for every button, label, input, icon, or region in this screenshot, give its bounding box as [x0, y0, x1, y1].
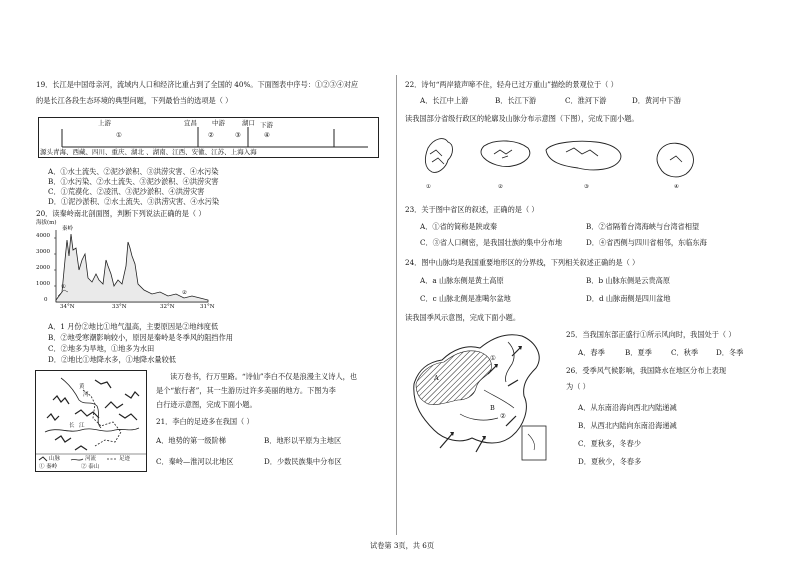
- map-label-chang: 长: [69, 423, 75, 429]
- column-divider: [396, 75, 397, 535]
- ytick-1000: 1000: [36, 281, 50, 287]
- q26-stem-line1: 26．受季风气候影响，我国降水在地区分布上表现: [566, 366, 727, 375]
- q19-stem-line1: 19．长江是中国母亲河，流域内人口和经济比重占到了全国的 40%。下面图表中序号：①②③④对应: [36, 80, 359, 89]
- monsoon-map: [404, 326, 556, 470]
- q25-option-a[interactable]: A．春季: [578, 348, 605, 357]
- q21-stem: 21．李白的足迹多在我国（ ）: [156, 417, 254, 426]
- q21-option-c[interactable]: C．秦岭—淮河以北地区: [156, 457, 234, 466]
- q21-option-b[interactable]: B．地形以平原为主地区: [264, 436, 342, 445]
- q21-option-d[interactable]: D．少数民族集中分布区: [264, 457, 342, 466]
- profile-marker-2: ②: [182, 290, 187, 296]
- q20-option-b[interactable]: B．②地受寒潮影响较小，原因是秦岭是冬季风的阻挡作用: [48, 333, 233, 342]
- q24-stem: 24．图中山脉均是我国重要地形区的分界线，下列相关叙述正确的是（ ）: [405, 258, 640, 267]
- province-label-1: ①: [426, 184, 431, 190]
- province-outline-figure: [418, 128, 718, 196]
- province-label-4: ④: [674, 184, 679, 190]
- q20-option-d[interactable]: D．②地比①地降水多，①地降水量较低: [48, 355, 176, 364]
- ytick-2000: 2000: [36, 265, 50, 271]
- q24-option-d[interactable]: D．d 山脉南侧是四川盆地: [586, 294, 671, 303]
- legend-qinling: ① 秦岭: [39, 464, 58, 470]
- province-list: 源头青海、西藏、四川、重庆、湖北 、湖南、江西、安徽、江苏、上海入海: [40, 148, 257, 156]
- q23-option-b[interactable]: B．②省隔着台湾海峡与台湾省相望: [586, 222, 700, 231]
- page-footer: 试卷第 3页，共 6页: [370, 541, 435, 550]
- q22-option-d[interactable]: D．黄河中下游: [632, 96, 681, 105]
- q23-option-c[interactable]: C．③省人口稠密，是我国壮族的集中分布地: [420, 238, 563, 247]
- q19-option-d[interactable]: D．①泥沙淤积、②水土流失、③洪涝灾害、④水污染: [48, 197, 220, 206]
- profile-peak-label: 秦岭: [62, 226, 74, 232]
- q25-stem: 25．当我国东部正盛行①所示风向时，我国处于（ ）: [566, 330, 736, 339]
- ytick-4000: 4000: [36, 233, 50, 239]
- q19-option-c[interactable]: C．①荒漠化、②凌汛、③泥沙淤积、④洪涝灾害: [48, 187, 205, 196]
- q21-intro-line3: 白行迹示意图，完成下面小题。: [156, 400, 257, 409]
- q26-option-d[interactable]: D．夏秋少，冬春多: [578, 457, 642, 466]
- province-outlines: [418, 128, 718, 196]
- map-label-he: 河: [83, 392, 89, 398]
- label-hukou: 湖口: [242, 119, 255, 127]
- q25-option-b[interactable]: B．夏季: [625, 348, 652, 357]
- q19-option-a[interactable]: A．①水土流失、②泥沙淤积、③洪涝灾害、④水污染: [48, 167, 219, 176]
- label-yichang: 宜昌: [184, 119, 197, 127]
- yangtze-segment-diagram: [38, 117, 379, 158]
- map-label-huang: 黄: [79, 384, 85, 390]
- q19-stem-line2: 的是长江各段生态环境的典型问题，下列最恰当的选项是（ ）: [36, 96, 233, 105]
- q24-option-b[interactable]: B．b 山脉东侧是云贵高原: [586, 276, 671, 285]
- segment-marker-1: ①: [116, 131, 122, 139]
- q26-option-c[interactable]: C．夏秋多，冬春少: [578, 439, 642, 448]
- qinling-profile-chart: [36, 220, 216, 312]
- segment-marker-3: ③: [235, 131, 241, 139]
- profile-marker-1: ①: [61, 284, 66, 290]
- q22-option-a[interactable]: A．长江中上游: [420, 96, 469, 105]
- q26-option-a[interactable]: A．从东南沿海向西北内陆递减: [578, 403, 677, 412]
- xtick-33n: 33°N: [112, 304, 127, 310]
- monsoon-label-b: B: [490, 404, 495, 412]
- profile-ylabel: 海拔(m): [36, 220, 57, 226]
- legend-footprint: 足迹: [119, 456, 131, 462]
- province-label-2: ②: [498, 184, 503, 190]
- q24-option-a[interactable]: A．a 山脉东侧是黄土高原: [420, 276, 504, 285]
- q23-option-a[interactable]: A．①省的简称是陕或秦: [420, 222, 498, 231]
- monsoon-label-wind1: ①: [490, 354, 496, 362]
- q25-intro: 读我国季风示意图，完成下面小题。: [405, 313, 521, 322]
- xtick-32n: 32°N: [160, 304, 175, 310]
- q23-intro: 读我国部分省级行政区的轮廓及山脉分布示意图（下图），完成下面小题。: [405, 114, 639, 123]
- map-label-jiang: 江: [79, 423, 85, 429]
- province-label-3: ③: [584, 184, 589, 190]
- monsoon-map-drawing: [404, 326, 556, 470]
- profile-plot: [36, 220, 216, 312]
- q21-intro-line1: 读万卷书，行万里路。“诗仙”李白不仅是浪漫主义诗人，也: [170, 372, 358, 381]
- q20-stem: 20．读秦岭南北剖面图，判断下列说法正确的是（ ）: [36, 209, 206, 218]
- q23-option-d[interactable]: D．④省西侧与四川省相邻，东临东海: [586, 238, 707, 247]
- q22-stem: 22．诗句“两岸猿声啼不住，轻舟已过万重山”描绘的景观位于（ ）: [405, 80, 618, 89]
- q22-option-c[interactable]: C．淮河下游: [565, 96, 607, 105]
- q20-option-a[interactable]: A．1 月份②地比①地气温高，主要原因是②地纬度低: [48, 322, 219, 331]
- q26-stem-line2: 为（ ）: [566, 382, 590, 391]
- libai-travel-map: [35, 370, 147, 472]
- ytick-3000: 3000: [36, 249, 50, 255]
- label-lower-reach: 下游: [260, 121, 273, 129]
- ytick-0: 0: [44, 297, 48, 303]
- label-upper-reach: 上游: [98, 119, 111, 127]
- monsoon-label-a: A: [434, 374, 439, 382]
- xtick-34n: 34°N: [60, 304, 75, 310]
- q21-option-a[interactable]: A．地势的第一级阶梯: [156, 436, 226, 445]
- q23-stem: 23．关于图中省区的叙述，正确的是（ ）: [405, 205, 539, 214]
- monsoon-label-wind2: ②: [500, 412, 506, 420]
- q20-option-c[interactable]: C．②地多为旱地，①地多为水田: [48, 344, 155, 353]
- q26-option-b[interactable]: B．从西北内陆向东南沿海递减: [578, 421, 677, 430]
- segment-marker-2: ②: [208, 131, 214, 139]
- q19-option-b[interactable]: B．①水污染、②水土流失、③泥沙淤积、④洪涝灾害: [48, 177, 219, 186]
- xtick-31n: 31°N: [200, 304, 215, 310]
- legend-river: 河流: [85, 456, 97, 462]
- q21-intro-line2: 是个“旅行者”，其一生游历过许多美丽的地方。下图为李: [156, 386, 336, 395]
- q24-option-c[interactable]: C．c 山脉北侧是准噶尔盆地: [420, 294, 511, 303]
- segment-marker-4: ④: [264, 131, 270, 139]
- q22-option-b[interactable]: B．长江下游: [495, 96, 537, 105]
- legend-mountain: 山脉: [49, 456, 61, 462]
- legend-taishan: ② 泰山: [81, 464, 100, 470]
- label-middle-reach: 中游: [212, 119, 225, 127]
- q25-option-c[interactable]: C．秋季: [671, 348, 699, 357]
- q25-option-d[interactable]: D．冬季: [716, 348, 744, 357]
